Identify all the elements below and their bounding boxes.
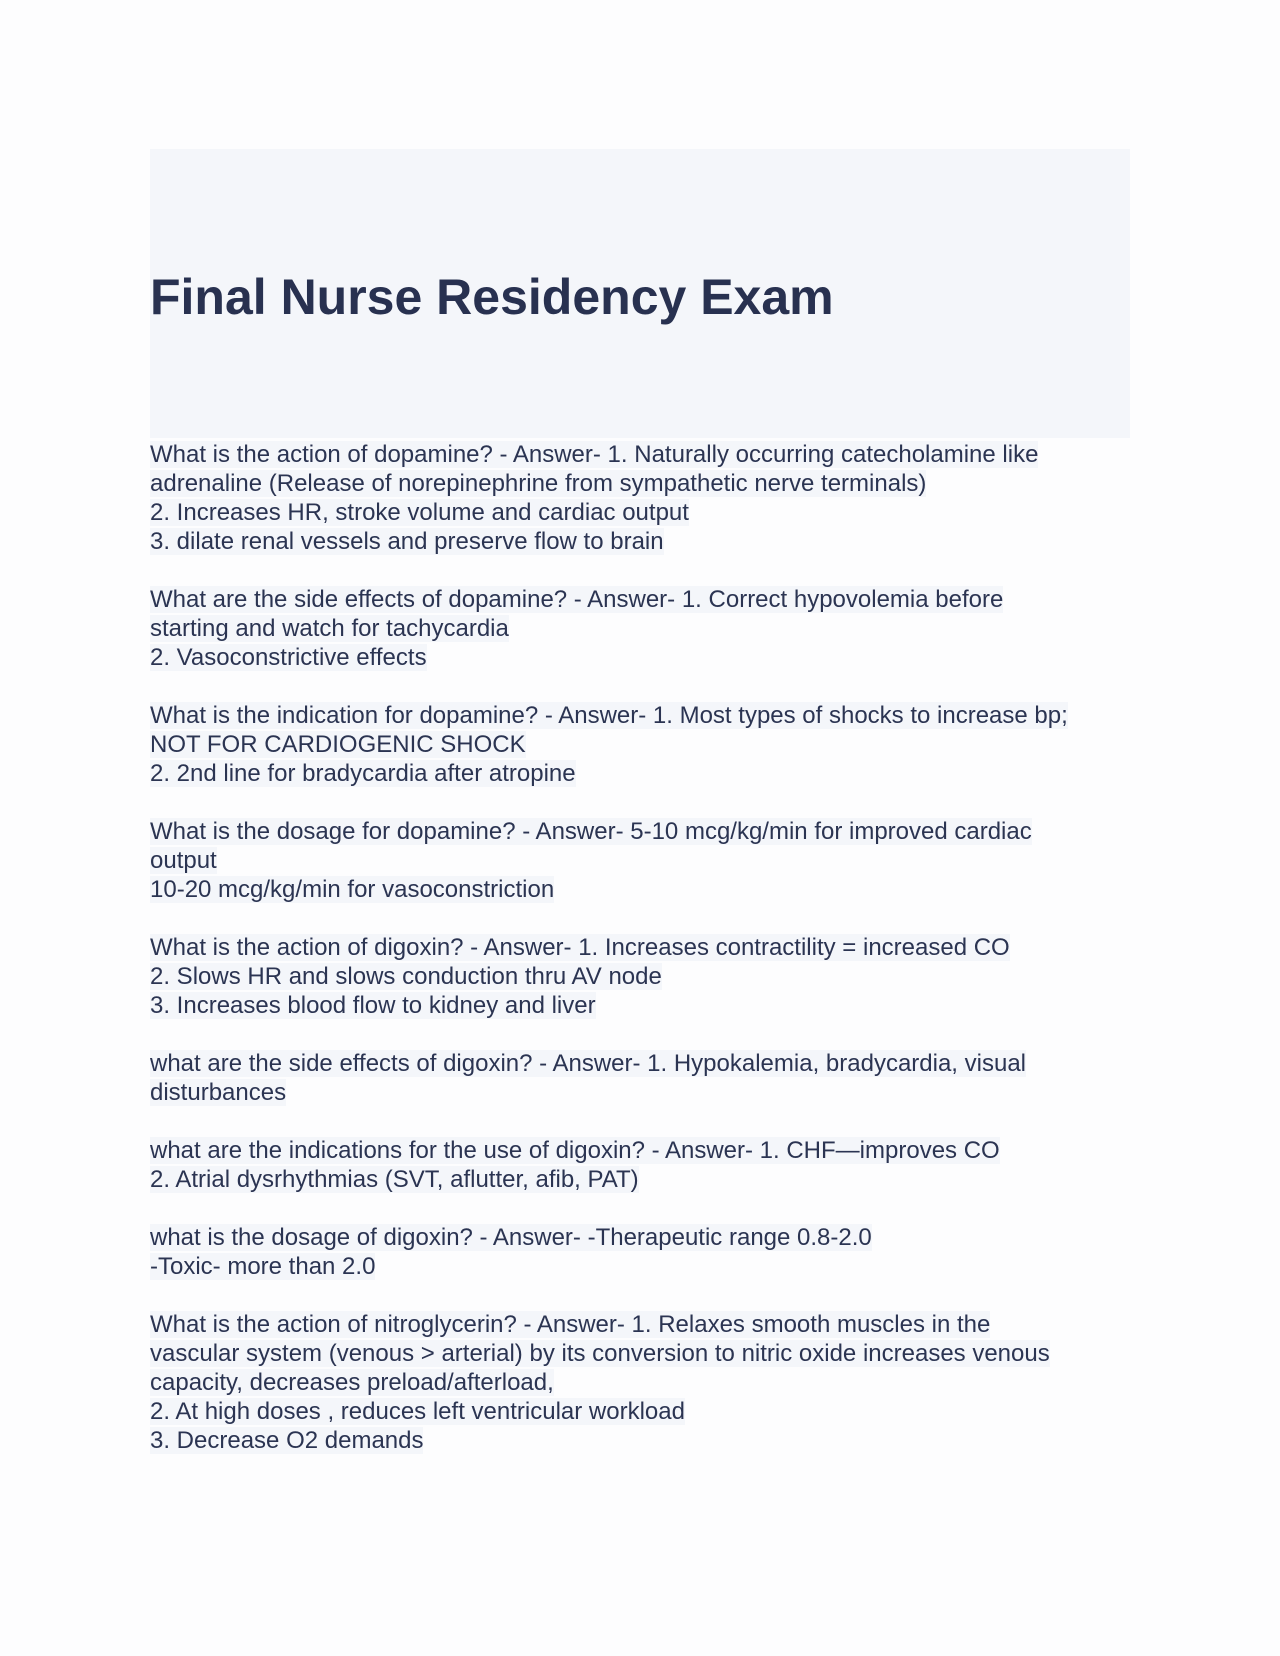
qa-line: 3. dilate renal vessels and preserve flow to brain — [150, 528, 664, 555]
page-title: Final Nurse Residency Exam — [150, 269, 834, 325]
qa-line: -Toxic- more than 2.0 — [150, 1253, 376, 1280]
qa-item — [150, 933, 1130, 1020]
qa-line: what are the indications for the use of digoxin? - Answer- 1. CHF—improves CO — [150, 1137, 1000, 1164]
qa-line: 2. 2nd line for bradycardia after atropine — [150, 760, 576, 787]
qa-line: 2. Vasoconstrictive effects — [150, 644, 427, 671]
qa-item — [150, 817, 1130, 904]
qa-line: What is the dosage for dopamine? - Answer- 5-10 mcg/kg/min for improved cardiac — [150, 818, 1032, 845]
qa-line: disturbances — [150, 1079, 287, 1106]
qa-line: What is the action of nitroglycerin? - Answer- 1. Relaxes smooth muscles in the — [150, 1311, 991, 1338]
qa-line: 2. Atrial dysrhythmias (SVT, aflutter, afib, PAT) — [150, 1166, 639, 1193]
qa-line: output — [150, 847, 217, 874]
qa-item — [150, 585, 1130, 672]
qa-line: What is the action of dopamine? - Answer- 1. Naturally occurring catecholamine like — [150, 441, 1039, 468]
qa-item — [150, 701, 1130, 788]
qa-line: capacity, decreases preload/afterload, — [150, 1369, 554, 1396]
qa-list — [150, 440, 1130, 1484]
qa-item — [150, 1049, 1130, 1107]
qa-item — [150, 1310, 1130, 1455]
qa-line: starting and watch for tachycardia — [150, 615, 509, 642]
qa-item — [150, 1223, 1130, 1281]
qa-line: What is the indication for dopamine? - Answer- 1. Most types of shocks to increase bp; — [150, 702, 1068, 729]
qa-line: what are the side effects of digoxin? - Answer- 1. Hypokalemia, bradycardia, visual — [150, 1050, 1026, 1077]
qa-line: What are the side effects of dopamine? - Answer- 1. Correct hypovolemia before — [150, 586, 1004, 613]
qa-line: 2. Increases HR, stroke volume and cardiac output — [150, 499, 689, 526]
qa-line: NOT FOR CARDIOGENIC SHOCK — [150, 731, 526, 758]
qa-line: 3. Increases blood flow to kidney and liver — [150, 992, 596, 1019]
qa-line: 10-20 mcg/kg/min for vasoconstriction — [150, 876, 555, 903]
qa-line: vascular system (venous > arterial) by its conversion to nitric oxide increases venous — [150, 1340, 1050, 1367]
qa-item — [150, 1136, 1130, 1194]
title-block — [150, 149, 1130, 438]
qa-line: 2. Slows HR and slows conduction thru AV node — [150, 963, 662, 990]
qa-item — [150, 440, 1130, 556]
qa-line: what is the dosage of digoxin? - Answer- -Therapeutic range 0.8-2.0 — [150, 1224, 872, 1251]
qa-line: What is the action of digoxin? - Answer- 1. Increases contractility = increased CO — [150, 934, 1010, 961]
qa-line: adrenaline (Release of norepinephrine from sympathetic nerve terminals) — [150, 470, 927, 497]
qa-line: 2. At high doses , reduces left ventricular workload — [150, 1398, 685, 1425]
qa-line: 3. Decrease O2 demands — [150, 1427, 424, 1454]
